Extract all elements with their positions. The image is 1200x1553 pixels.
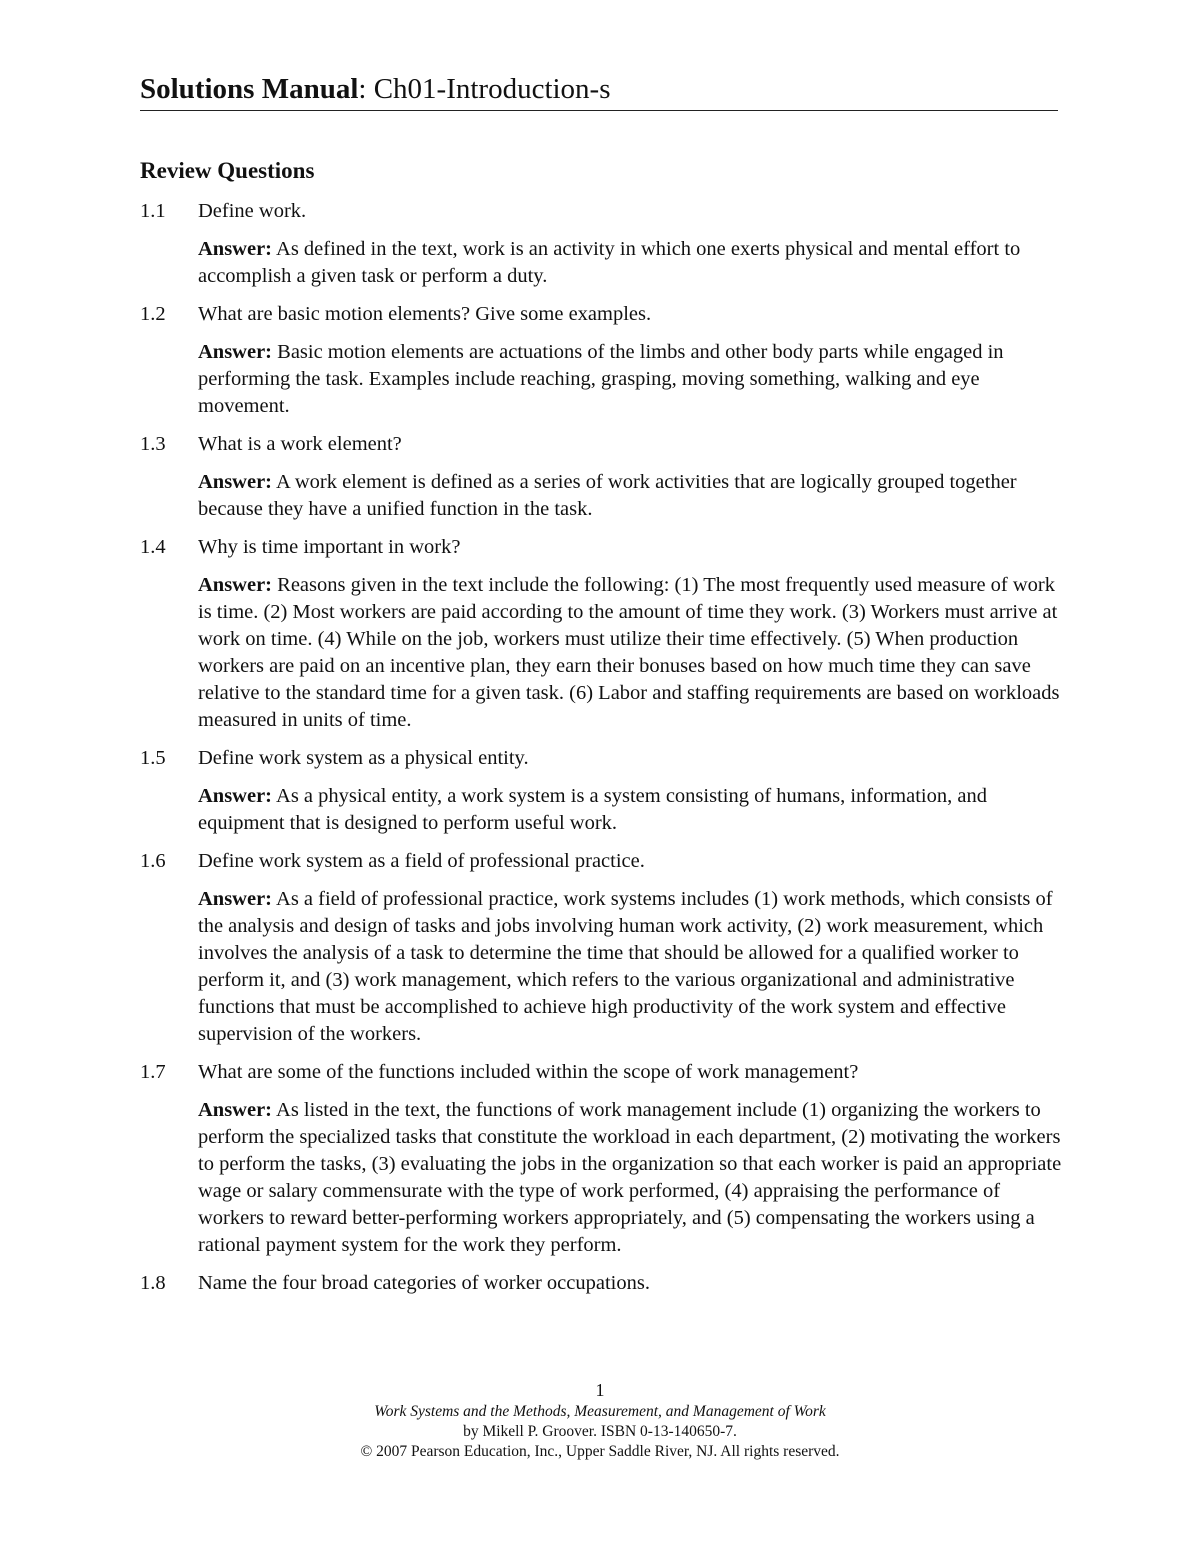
question-number: 1.3 (140, 433, 166, 455)
footer-copyright: © 2007 Pearson Education, Inc., Upper Saddle River, NJ. All rights reserved. (360, 1443, 840, 1460)
qa-item-1-3 (140, 431, 1065, 523)
answer-text: Basic motion elements are actuations of the limbs and other body parts while engaged in performing the task. Examples include reaching, grasping, moving something, walking and eye movement. (198, 341, 1004, 417)
question-number: 1.7 (140, 1061, 166, 1083)
question-text: What is a work element? (198, 433, 402, 455)
answer-text: As a physical entity, a work system is a system consisting of humans, information, and equipment that is designed to perform useful work. (198, 785, 987, 834)
question-text: Name the four broad categories of worker occupations. (198, 1272, 650, 1294)
answer-label: Answer: (198, 471, 273, 493)
question-text: Define work. (198, 200, 307, 222)
question-text: Define work system as a field of professional practice. (198, 850, 645, 872)
question-text: Define work system as a physical entity. (198, 747, 529, 769)
question-number: 1.2 (140, 303, 166, 325)
question (140, 301, 1065, 328)
answer-text: As a field of professional practice, work systems includes (1) work methods, which consists of the analysis and design of tasks and jobs involving human work activity, (2) work measurement, which involves the analysis of a task to determine the time that should be allowed for a qualified worker to perform it, and (3) work management, which refers to the various organizational and administrative functions that must be accomplished to achieve high productivity of the work system and effective supervision of the workers. (198, 888, 1053, 1045)
answer-label: Answer: (198, 574, 273, 596)
question-number: 1.4 (140, 536, 166, 558)
answer-label: Answer: (198, 238, 273, 260)
answer (198, 339, 1065, 420)
section-title: Review Questions (140, 158, 315, 183)
footer-book-title: Work Systems and the Methods, Measurement, and Management of Work (374, 1403, 826, 1420)
question (140, 1059, 1065, 1086)
answer-text: A work element is defined as a series of work activities that are logically grouped together because they have a unified function in the task. (198, 471, 1017, 520)
qa-item-1-2 (140, 301, 1065, 420)
qa-item-1-7 (140, 1059, 1065, 1259)
question (140, 848, 1065, 875)
question (140, 745, 1065, 772)
answer-text: As defined in the text, work is an activity in which one exerts physical and mental effort to accomplish a given task or perform a duty. (198, 238, 1021, 287)
qa-item-1-8 (140, 1270, 1065, 1297)
question-number: 1.6 (140, 850, 166, 872)
page-header (140, 72, 1058, 111)
footer-author-isbn: by Mikell P. Groover. ISBN 0-13-140650-7. (463, 1423, 737, 1440)
qa-item-1-4 (140, 534, 1065, 734)
answer-label: Answer: (198, 1099, 273, 1121)
question (140, 431, 1065, 458)
question (140, 534, 1065, 561)
question (140, 1270, 1065, 1297)
header-title-rest: : Ch01-Introduction-s (358, 73, 611, 105)
answer (198, 783, 1065, 837)
answer (198, 1097, 1065, 1259)
answer-label: Answer: (198, 785, 273, 807)
answer (198, 236, 1065, 290)
question-text: What are some of the functions included within the scope of work management? (198, 1061, 859, 1083)
question-number: 1.1 (140, 200, 166, 222)
page-number: 1 (595, 1380, 605, 1400)
question-text: Why is time important in work? (198, 536, 461, 558)
qa-item-1-6 (140, 848, 1065, 1048)
answer (198, 572, 1065, 734)
question (140, 198, 1065, 225)
answer-text: Reasons given in the text include the following: (1) The most frequently used measure of work is time. (2) Most workers are paid according to the amount of time they work. (3) Workers must arrive at work on time. (4) While on the job, workers must utilize their time effectively. (5) When production workers are paid on an incentive plan, they earn their bonuses based on how much time they can save relative to the standard time for a given task. (6) Labor and staffing requirements are based on workloads measured in units of time. (198, 574, 1060, 731)
answer (198, 886, 1065, 1048)
qa-list (140, 198, 1065, 1308)
answer-text: As listed in the text, the functions of work management include (1) organizing the workers to perform the specialized tasks that constitute the workload in each department, (2) motivating the workers to perform the tasks, (3) evaluating the jobs in the organization so that each worker is paid an appropriate wage or salary commensurate with the type of work performed, (4) appraising the performance of workers to reward better-performing workers appropriately, and (5) compensating the workers using a rational payment system for the work they perform. (198, 1099, 1062, 1256)
question-number: 1.5 (140, 747, 166, 769)
qa-item-1-5 (140, 745, 1065, 837)
answer-label: Answer: (198, 888, 273, 910)
answer-label: Answer: (198, 341, 273, 363)
header-title-bold: Solutions Manual (140, 73, 359, 105)
question-text: What are basic motion elements? Give some examples. (198, 303, 652, 325)
qa-item-1-1 (140, 198, 1065, 290)
page-footer (0, 1378, 1200, 1462)
answer (198, 469, 1065, 523)
question-number: 1.8 (140, 1272, 166, 1294)
